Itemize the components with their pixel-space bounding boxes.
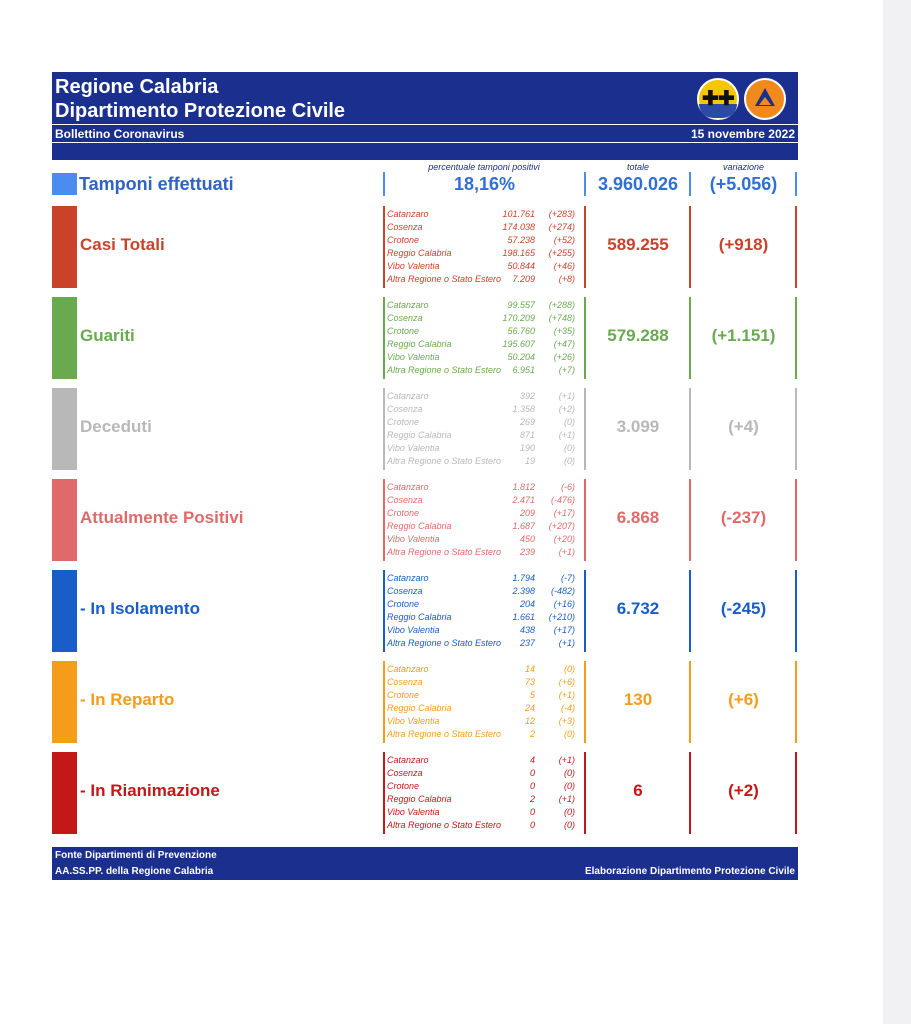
province-variation: (+1) bbox=[558, 755, 575, 765]
province-row bbox=[387, 572, 582, 585]
province-value: 170.209 bbox=[502, 313, 535, 323]
province-name: Catanzaro bbox=[387, 300, 429, 310]
province-variation: (+20) bbox=[553, 534, 575, 544]
province-variation: (+1) bbox=[558, 794, 575, 804]
divider bbox=[383, 752, 385, 834]
province-row bbox=[387, 715, 582, 728]
section-variation: (+2) bbox=[728, 781, 759, 800]
section-total: 6 bbox=[633, 781, 643, 800]
province-value: 438 bbox=[519, 625, 535, 635]
divider bbox=[795, 206, 797, 288]
divider bbox=[584, 752, 586, 834]
province-variation: (+1) bbox=[558, 690, 575, 700]
province-value: 50.204 bbox=[507, 352, 535, 362]
divider bbox=[689, 388, 691, 470]
province-value: 871 bbox=[519, 430, 535, 440]
province-row bbox=[387, 247, 582, 260]
province-variation: (0) bbox=[564, 443, 575, 453]
section-variation: (+6) bbox=[728, 690, 759, 709]
province-row bbox=[387, 390, 582, 403]
province-name: Vibo Valentia bbox=[387, 807, 440, 817]
section-total: 589.255 bbox=[607, 235, 669, 254]
province-name: Catanzaro bbox=[387, 482, 429, 492]
column-header-variation: variazione bbox=[722, 162, 765, 172]
province-variation: (+288) bbox=[548, 300, 575, 310]
divider bbox=[689, 570, 691, 652]
divider bbox=[689, 661, 691, 743]
section-label: - In Rianimazione bbox=[80, 781, 220, 800]
header-divider bbox=[52, 124, 798, 125]
province-name: Cosenza bbox=[387, 222, 423, 232]
province-variation: (+1) bbox=[558, 547, 575, 557]
province-name: Reggio Calabria bbox=[387, 612, 452, 622]
province-value: 239 bbox=[519, 547, 535, 557]
province-row bbox=[387, 611, 582, 624]
column-header-total: totale bbox=[626, 162, 650, 172]
province-name: Crotone bbox=[387, 599, 420, 609]
section-6 bbox=[52, 752, 798, 834]
divider bbox=[795, 661, 797, 743]
divider bbox=[689, 297, 691, 379]
province-variation: (0) bbox=[564, 456, 575, 466]
province-row bbox=[387, 663, 582, 676]
divider bbox=[795, 297, 797, 379]
province-value: 14 bbox=[524, 664, 535, 674]
tamponi-total: 3.960.026 bbox=[597, 174, 679, 194]
divider bbox=[584, 479, 586, 561]
province-value: 2.398 bbox=[512, 586, 535, 596]
province-variation: (+255) bbox=[548, 248, 575, 258]
province-value: 2 bbox=[529, 729, 535, 739]
province-value: 2.471 bbox=[512, 495, 535, 505]
province-value: 237 bbox=[519, 638, 535, 648]
divider bbox=[383, 172, 385, 196]
tamponi-color-square bbox=[52, 173, 77, 195]
divider bbox=[795, 388, 797, 470]
province-name: Crotone bbox=[387, 690, 420, 700]
province-name: Catanzaro bbox=[387, 391, 429, 401]
province-variation: (+3) bbox=[558, 716, 575, 726]
province-value: 190 bbox=[519, 443, 535, 453]
province-variation: (+47) bbox=[553, 339, 575, 349]
province-variation: (+26) bbox=[553, 352, 575, 362]
section-total: 3.099 bbox=[616, 417, 660, 436]
tamponi-label: Tamponi effettuati bbox=[79, 174, 234, 194]
province-value: 24 bbox=[524, 703, 535, 713]
divider bbox=[795, 570, 797, 652]
province-name: Reggio Calabria bbox=[387, 794, 452, 804]
province-value: 0 bbox=[529, 781, 535, 791]
province-row bbox=[387, 546, 582, 559]
divider bbox=[689, 479, 691, 561]
province-row bbox=[387, 403, 582, 416]
province-name: Catanzaro bbox=[387, 664, 429, 674]
section-4 bbox=[52, 570, 798, 652]
province-row bbox=[387, 494, 582, 507]
section-color-bar bbox=[52, 297, 77, 379]
section-color-bar bbox=[52, 752, 77, 834]
province-row bbox=[387, 507, 582, 520]
province-value: 195.607 bbox=[502, 339, 535, 349]
section-variation: (+918) bbox=[718, 235, 769, 254]
province-row bbox=[387, 767, 582, 780]
divider bbox=[584, 570, 586, 652]
province-name: Crotone bbox=[387, 781, 420, 791]
divider bbox=[383, 297, 385, 379]
section-color-bar bbox=[52, 206, 77, 288]
province-row bbox=[387, 312, 582, 325]
province-value: 392 bbox=[519, 391, 535, 401]
province-row bbox=[387, 533, 582, 546]
province-row bbox=[387, 416, 582, 429]
divider bbox=[584, 172, 586, 196]
province-value: 101.761 bbox=[502, 209, 535, 219]
province-value: 1.812 bbox=[512, 482, 535, 492]
section-5 bbox=[52, 661, 798, 743]
province-variation: (0) bbox=[564, 768, 575, 778]
calabria-crest-icon: ✚ ✚ bbox=[697, 78, 739, 120]
province-variation: (-482) bbox=[550, 586, 575, 596]
province-variation: (-4) bbox=[561, 703, 575, 713]
province-row bbox=[387, 208, 582, 221]
province-variation: (0) bbox=[564, 807, 575, 817]
province-variation: (+8) bbox=[558, 274, 575, 284]
province-row bbox=[387, 754, 582, 767]
divider bbox=[795, 752, 797, 834]
section-label: Guariti bbox=[80, 326, 135, 345]
province-variation: (+283) bbox=[548, 209, 575, 219]
province-name: Reggio Calabria bbox=[387, 703, 452, 713]
province-row bbox=[387, 273, 582, 286]
section-2 bbox=[52, 388, 798, 470]
province-name: Cosenza bbox=[387, 677, 423, 687]
province-value: 2 bbox=[529, 794, 535, 804]
province-row bbox=[387, 234, 582, 247]
divider bbox=[383, 388, 385, 470]
column-header-percent: percentuale tamponi positivi bbox=[428, 162, 540, 172]
province-row bbox=[387, 806, 582, 819]
province-variation: (+35) bbox=[553, 326, 575, 336]
province-variation: (-6) bbox=[561, 482, 575, 492]
section-label: Deceduti bbox=[80, 417, 152, 436]
province-value: 19 bbox=[524, 456, 535, 466]
province-name: Reggio Calabria bbox=[387, 248, 452, 258]
province-variation: (0) bbox=[564, 417, 575, 427]
province-row bbox=[387, 442, 582, 455]
divider bbox=[383, 206, 385, 288]
province-value: 5 bbox=[529, 690, 535, 700]
region-title: Regione Calabria bbox=[55, 76, 219, 98]
province-name: Vibo Valentia bbox=[387, 534, 440, 544]
province-row bbox=[387, 780, 582, 793]
province-value: 198.165 bbox=[502, 248, 535, 258]
province-name: Cosenza bbox=[387, 495, 423, 505]
province-value: 450 bbox=[519, 534, 535, 544]
province-name: Catanzaro bbox=[387, 755, 429, 765]
divider bbox=[383, 661, 385, 743]
province-row bbox=[387, 221, 582, 234]
province-value: 7.209 bbox=[512, 274, 535, 284]
section-color-bar bbox=[52, 570, 77, 652]
province-row bbox=[387, 338, 582, 351]
section-color-bar bbox=[52, 388, 77, 470]
province-name: Crotone bbox=[387, 417, 420, 427]
divider bbox=[689, 752, 691, 834]
province-name: Vibo Valentia bbox=[387, 716, 440, 726]
province-row bbox=[387, 455, 582, 468]
province-value: 269 bbox=[519, 417, 535, 427]
section-variation: (-237) bbox=[720, 508, 767, 527]
province-variation: (+748) bbox=[548, 313, 575, 323]
province-row bbox=[387, 325, 582, 338]
province-row bbox=[387, 299, 582, 312]
province-variation: (-476) bbox=[550, 495, 575, 505]
province-value: 1.661 bbox=[512, 612, 535, 622]
province-name: Crotone bbox=[387, 235, 420, 245]
section-label: - In Reparto bbox=[80, 690, 175, 709]
divider bbox=[584, 206, 586, 288]
province-name: Catanzaro bbox=[387, 209, 429, 219]
province-row bbox=[387, 598, 582, 611]
source-line-1: Fonte Dipartimenti di Prevenzione bbox=[55, 850, 217, 861]
province-row bbox=[387, 702, 582, 715]
province-variation: (+1) bbox=[558, 391, 575, 401]
province-row bbox=[387, 793, 582, 806]
province-value: 73 bbox=[524, 677, 535, 687]
section-total: 130 bbox=[623, 690, 653, 709]
divider bbox=[689, 206, 691, 288]
province-variation: (+17) bbox=[553, 625, 575, 635]
department-title: Dipartimento Protezione Civile bbox=[55, 100, 346, 122]
province-variation: (+1) bbox=[558, 638, 575, 648]
province-value: 50.844 bbox=[507, 261, 535, 271]
section-total: 579.288 bbox=[607, 326, 669, 345]
bulletin-title: Bollettino Coronavirus bbox=[55, 127, 185, 141]
province-name: Altra Regione o Stato Estero bbox=[387, 456, 502, 466]
province-variation: (+207) bbox=[548, 521, 575, 531]
province-variation: (0) bbox=[564, 729, 575, 739]
province-variation: (+52) bbox=[553, 235, 575, 245]
protezione-civile-logo-icon bbox=[744, 78, 786, 120]
province-name: Cosenza bbox=[387, 404, 423, 414]
section-0 bbox=[52, 206, 798, 288]
divider bbox=[383, 570, 385, 652]
side-strip bbox=[883, 0, 911, 1024]
section-3 bbox=[52, 479, 798, 561]
province-name: Altra Regione o Stato Estero bbox=[387, 547, 502, 557]
divider bbox=[795, 172, 797, 196]
province-value: 57.238 bbox=[507, 235, 535, 245]
province-variation: (+17) bbox=[553, 508, 575, 518]
tamponi-percent: 18,16% bbox=[453, 174, 516, 194]
province-name: Vibo Valentia bbox=[387, 352, 440, 362]
province-variation: (+16) bbox=[553, 599, 575, 609]
province-variation: (-7) bbox=[561, 573, 575, 583]
province-variation: (+210) bbox=[548, 612, 575, 622]
province-name: Vibo Valentia bbox=[387, 625, 440, 635]
province-name: Reggio Calabria bbox=[387, 339, 452, 349]
header-divider bbox=[52, 142, 798, 143]
section-total: 6.868 bbox=[616, 508, 660, 527]
province-value: 204 bbox=[519, 599, 535, 609]
province-row bbox=[387, 819, 582, 832]
province-row bbox=[387, 364, 582, 377]
province-name: Altra Regione o Stato Estero bbox=[387, 820, 502, 830]
province-name: Cosenza bbox=[387, 768, 423, 778]
province-variation: (0) bbox=[564, 781, 575, 791]
divider bbox=[795, 479, 797, 561]
province-value: 0 bbox=[529, 820, 535, 830]
section-color-bar bbox=[52, 479, 77, 561]
province-name: Reggio Calabria bbox=[387, 430, 452, 440]
province-name: Altra Regione o Stato Estero bbox=[387, 729, 502, 739]
province-row bbox=[387, 351, 582, 364]
province-value: 0 bbox=[529, 807, 535, 817]
province-variation: (0) bbox=[564, 820, 575, 830]
province-variation: (+7) bbox=[558, 365, 575, 375]
province-value: 174.038 bbox=[502, 222, 535, 232]
province-value: 1.358 bbox=[512, 404, 535, 414]
elaboration-note: Elaborazione Dipartimento Protezione Civile bbox=[584, 866, 795, 877]
header-banner bbox=[52, 72, 798, 160]
divider bbox=[584, 297, 586, 379]
province-value: 1.794 bbox=[512, 573, 535, 583]
divider bbox=[689, 172, 691, 196]
province-row bbox=[387, 520, 582, 533]
province-value: 56.760 bbox=[507, 326, 535, 336]
province-row bbox=[387, 429, 582, 442]
province-variation: (+1) bbox=[558, 430, 575, 440]
tamponi-variation: (+5.056) bbox=[709, 174, 778, 194]
province-value: 6.951 bbox=[512, 365, 535, 375]
province-value: 4 bbox=[529, 755, 535, 765]
province-row bbox=[387, 260, 582, 273]
province-row bbox=[387, 481, 582, 494]
province-name: Cosenza bbox=[387, 586, 423, 596]
province-row bbox=[387, 728, 582, 741]
footer-banner bbox=[52, 847, 798, 880]
province-row bbox=[387, 624, 582, 637]
province-value: 99.557 bbox=[507, 300, 535, 310]
section-label: Attualmente Positivi bbox=[80, 508, 244, 527]
province-name: Altra Regione o Stato Estero bbox=[387, 638, 502, 648]
province-name: Catanzaro bbox=[387, 573, 429, 583]
province-row bbox=[387, 689, 582, 702]
section-color-bar bbox=[52, 661, 77, 743]
divider bbox=[383, 479, 385, 561]
province-name: Altra Regione o Stato Estero bbox=[387, 274, 502, 284]
divider bbox=[584, 661, 586, 743]
province-row bbox=[387, 637, 582, 650]
section-label: - In Isolamento bbox=[80, 599, 200, 618]
bulletin-date: 15 novembre 2022 bbox=[690, 127, 795, 141]
province-name: Crotone bbox=[387, 326, 420, 336]
bulletin bbox=[52, 72, 798, 880]
source-line-2: AA.SS.PP. della Regione Calabria bbox=[55, 866, 214, 877]
section-label: Casi Totali bbox=[80, 235, 165, 254]
section-variation: (-245) bbox=[720, 599, 767, 618]
section-total: 6.732 bbox=[616, 599, 660, 618]
province-variation: (+2) bbox=[558, 404, 575, 414]
province-value: 0 bbox=[529, 768, 535, 778]
section-variation: (+4) bbox=[728, 417, 759, 436]
section-variation: (+1.151) bbox=[711, 326, 776, 345]
province-value: 209 bbox=[519, 508, 535, 518]
province-name: Vibo Valentia bbox=[387, 261, 440, 271]
province-variation: (+46) bbox=[553, 261, 575, 271]
province-value: 12 bbox=[524, 716, 535, 726]
province-name: Altra Regione o Stato Estero bbox=[387, 365, 502, 375]
divider bbox=[584, 388, 586, 470]
province-variation: (+6) bbox=[558, 677, 575, 687]
province-row bbox=[387, 676, 582, 689]
section-1 bbox=[52, 297, 798, 379]
province-name: Reggio Calabria bbox=[387, 521, 452, 531]
province-name: Cosenza bbox=[387, 313, 423, 323]
province-name: Vibo Valentia bbox=[387, 443, 440, 453]
province-variation: (+274) bbox=[548, 222, 575, 232]
province-value: 1.687 bbox=[512, 521, 535, 531]
province-row bbox=[387, 585, 582, 598]
province-name: Crotone bbox=[387, 508, 420, 518]
province-variation: (0) bbox=[564, 664, 575, 674]
